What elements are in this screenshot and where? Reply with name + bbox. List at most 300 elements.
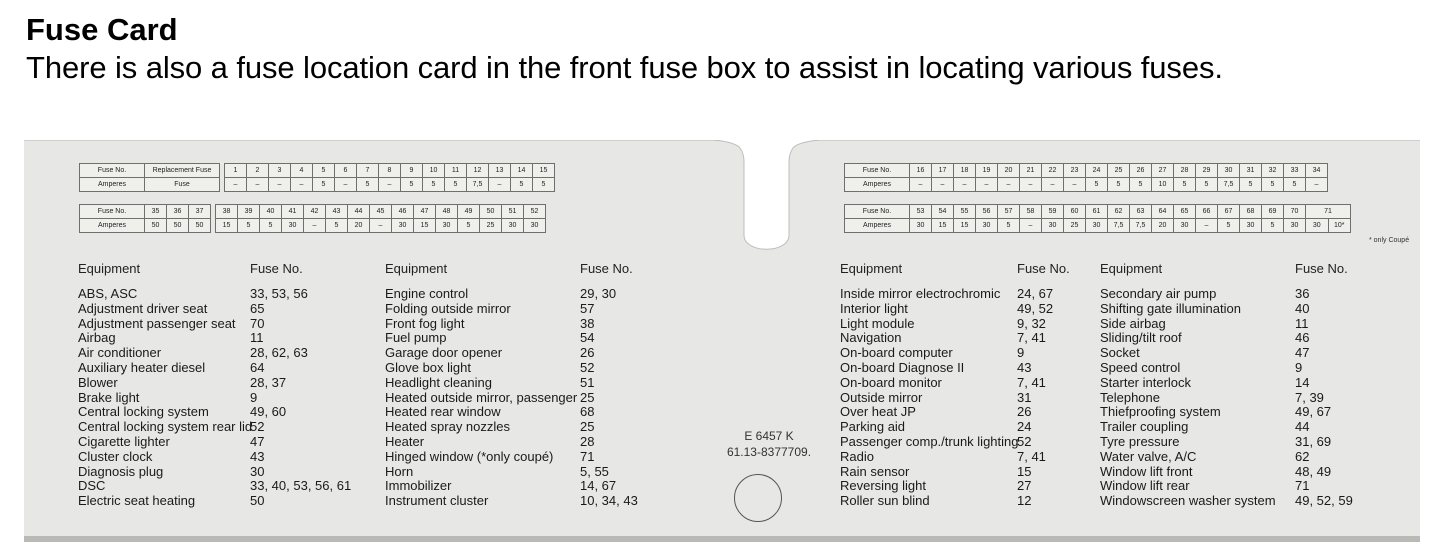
equipment-item: Over heat JP: [840, 404, 916, 420]
equipment-item: Heated rear window: [385, 404, 501, 420]
grid-cell: 42: [304, 205, 326, 219]
grid-cell: 6: [335, 164, 357, 178]
card-notch: [714, 140, 819, 260]
grid-cell: 5: [533, 178, 555, 192]
grid-cell: 14: [511, 164, 533, 178]
grid-cell: 22: [1042, 164, 1064, 178]
fuse-item: 49, 60: [250, 404, 287, 420]
fuse-item: 38: [580, 315, 595, 331]
fuse-grid-left-bottom: [79, 204, 546, 233]
fuse-item: 71: [1295, 478, 1310, 494]
equipment-item: Cigarette lighter: [78, 433, 170, 449]
grid-cell: 50: [480, 205, 502, 219]
grid-cell: 60: [1064, 205, 1086, 219]
fuse-item: 27: [1017, 478, 1032, 494]
fuse-number-row: [80, 205, 546, 219]
equipment-item: Starter interlock: [1100, 374, 1192, 390]
grid-cell: 18: [954, 164, 976, 178]
page-title: Fuse Card: [26, 12, 178, 47]
grid-cell: –: [1196, 219, 1218, 233]
equipment-header: Equipment: [840, 261, 903, 276]
grid-cell: 15: [414, 219, 436, 233]
grid-cell: 30: [392, 219, 414, 233]
grid-cell: Amperes: [845, 178, 910, 192]
equipment-item: Passenger comp./trunk lighting: [840, 433, 1019, 449]
grid-cell: 15: [932, 219, 954, 233]
equipment-item: Window lift front: [1100, 463, 1193, 479]
equipment-header: Equipment: [1100, 261, 1163, 276]
grid-cell: –: [370, 219, 392, 233]
fuse-item: 11: [1295, 315, 1309, 331]
grid-cell: 30: [1174, 219, 1196, 233]
grid-cell: 19: [976, 164, 998, 178]
grid-cell: 30: [910, 219, 932, 233]
fuse-number-row: [80, 164, 555, 178]
equipment-item: Hinged window (*only coupé): [385, 448, 554, 464]
grid-cell: 10: [1152, 178, 1174, 192]
equipment-item: Auxiliary heater diesel: [78, 359, 206, 375]
grid-cell: 5: [1284, 178, 1306, 192]
grid-cell: –: [1020, 219, 1042, 233]
equipment-list: [385, 287, 577, 509]
grid-cell: 5: [1108, 178, 1130, 192]
grid-cell: 5: [238, 219, 260, 233]
grid-cell: –: [247, 178, 269, 192]
fuse-item: 40: [1295, 300, 1310, 316]
grid-cell: 5: [357, 178, 379, 192]
grid-cell: –: [304, 219, 326, 233]
equipment-item: Window lift rear: [1100, 478, 1190, 494]
equipment-item: Horn: [385, 463, 414, 479]
equipment-item: Central locking system rear lid: [78, 419, 253, 435]
fuse-item: 48, 49: [1295, 463, 1332, 479]
fuse-item: 31: [1017, 389, 1032, 405]
grid-cell: 7,5: [1130, 219, 1152, 233]
fuse-item: 7, 41: [1017, 448, 1046, 464]
grid-cell: 39: [238, 205, 260, 219]
fuse-item: 47: [250, 433, 265, 449]
equipment-item: Heated outside mirror, passenger: [385, 389, 578, 405]
grid-cell: 59: [1042, 205, 1064, 219]
fuse-item: 7, 39: [1295, 389, 1324, 405]
only-coupe-footnote: * only Coupé: [1369, 237, 1410, 244]
fuse-card-left-panel: [24, 141, 714, 537]
grid-cell: 30: [502, 219, 524, 233]
grid-cell: –: [932, 178, 954, 192]
fuse-item: 52: [1017, 433, 1032, 449]
fuse-item: 25: [580, 419, 595, 435]
equipment-item: Cluster clock: [78, 448, 153, 464]
grid-cell: 4: [291, 164, 313, 178]
grid-cell: 31: [1240, 164, 1262, 178]
grid-cell: 65: [1174, 205, 1196, 219]
grid-cell: –: [976, 178, 998, 192]
grid-cell: 63: [1130, 205, 1152, 219]
equipment-item: Roller sun blind: [840, 493, 930, 509]
grid-cell: 62: [1108, 205, 1130, 219]
amperes-row: [80, 219, 546, 233]
grid-cell: –: [335, 178, 357, 192]
fuse-item: 9: [1017, 345, 1025, 361]
fuse-item: 9, 32: [1017, 315, 1046, 331]
grid-cell: 16: [910, 164, 932, 178]
equipment-item: Outside mirror: [840, 389, 923, 405]
grid-cell: 32: [1262, 164, 1284, 178]
grid-cell: 30: [976, 219, 998, 233]
grid-cell: 20: [998, 164, 1020, 178]
grid-cell: 8: [379, 164, 401, 178]
grid-cell: Fuse No.: [845, 164, 910, 178]
grid-cell: 50: [189, 219, 211, 233]
grid-cell: 30: [1042, 219, 1064, 233]
fuse-item: 33, 40, 53, 56, 61: [250, 478, 352, 494]
equipment-item: Fuel pump: [385, 330, 447, 346]
fuse-item: 52: [250, 419, 265, 435]
fuse-item: 9: [1295, 359, 1303, 375]
equipment-item: Telephone: [1100, 389, 1160, 405]
grid-cell: 3: [269, 164, 291, 178]
equipment-item: ABS, ASC: [78, 286, 138, 301]
grid-cell: 45: [370, 205, 392, 219]
equipment-item: Air conditioner: [78, 345, 162, 361]
equipment-item: Light module: [840, 315, 915, 331]
fuse-item: 70: [250, 315, 265, 331]
grid-cell: 5: [1196, 178, 1218, 192]
fuse-item: 64: [250, 359, 265, 375]
fuse-item: 33, 53, 56: [250, 286, 308, 301]
grid-cell: 27: [1152, 164, 1174, 178]
grid-cell: 24: [1086, 164, 1108, 178]
grid-cell: 30: [1218, 164, 1240, 178]
fuse-grid-left-top: [79, 163, 555, 192]
grid-cell: 49: [458, 205, 480, 219]
equipment-item: Folding outside mirror: [385, 300, 511, 316]
grid-cell: 61: [1086, 205, 1108, 219]
grid-cell: 50: [167, 219, 189, 233]
grid-cell: 10: [423, 164, 445, 178]
grid-cell: 67: [1218, 205, 1240, 219]
equipment-item: Engine control: [385, 286, 469, 301]
grid-cell: 55: [954, 205, 976, 219]
grid-cell: 5: [260, 219, 282, 233]
fuse-item: 31, 69: [1295, 433, 1332, 449]
grid-cell: 5: [1240, 178, 1262, 192]
grid-cell: 71: [1306, 205, 1351, 219]
grid-cell: –: [1020, 178, 1042, 192]
grid-cell: 5: [326, 219, 348, 233]
grid-cell: 9: [401, 164, 423, 178]
grid-cell: 48: [436, 205, 458, 219]
fuse-item: 65: [250, 300, 265, 316]
equipment-item: DSC: [78, 478, 106, 494]
grid-cell: 13: [489, 164, 511, 178]
fuse-card: [24, 140, 1420, 542]
grid-cell: 54: [932, 205, 954, 219]
fuse-item: 52: [580, 359, 595, 375]
grid-cell: 50: [145, 219, 167, 233]
fuse-no-header: Fuse No.: [1295, 261, 1348, 276]
grid-cell: 17: [932, 164, 954, 178]
grid-cell: 26: [1130, 164, 1152, 178]
grid-cell: 2: [247, 164, 269, 178]
amperes-row: [80, 178, 555, 192]
grid-cell: 20: [348, 219, 370, 233]
fuse-item: 51: [580, 374, 595, 390]
grid-cell: 5: [1262, 178, 1284, 192]
fuse-number-row: [845, 164, 1328, 178]
grid-cell: –: [225, 178, 247, 192]
equipment-item: Thiefproofing system: [1100, 404, 1221, 420]
part-number-line1: E 6457 K: [744, 429, 794, 443]
equipment-item: Garage door opener: [385, 345, 503, 361]
grid-cell: 70: [1284, 205, 1306, 219]
grid-cell: 5: [313, 178, 335, 192]
fuse-item: 9: [250, 389, 258, 405]
grid-cell: 53: [910, 205, 932, 219]
fuse-item: 47: [1295, 345, 1310, 361]
grid-cell: 5: [458, 219, 480, 233]
fuse-item: 49, 67: [1295, 404, 1332, 420]
grid-cell: 69: [1262, 205, 1284, 219]
grid-cell: 5: [445, 178, 467, 192]
grid-cell: 44: [348, 205, 370, 219]
grid-cell: 30: [282, 219, 304, 233]
equipment-list: [840, 287, 1018, 509]
equipment-item: Adjustment driver seat: [78, 300, 208, 316]
equipment-item: Heater: [385, 433, 425, 449]
fuse-item: 14: [1295, 374, 1310, 390]
grid-cell: 20: [1152, 219, 1174, 233]
equipment-item: Inside mirror electrochromic: [840, 286, 1001, 301]
grid-cell: 5: [1130, 178, 1152, 192]
fuse-grid-right-bottom: [844, 204, 1351, 233]
fuse-item: 30: [250, 463, 265, 479]
grid-cell: 5: [423, 178, 445, 192]
fuse-item: 71: [580, 448, 595, 464]
fuse-card-right-panel: [819, 141, 1420, 537]
grid-cell: 64: [1152, 205, 1174, 219]
grid-cell: 30: [1086, 219, 1108, 233]
fuse-no-header: Fuse No.: [1017, 261, 1070, 276]
fuse-no-header: Fuse No.: [250, 261, 303, 276]
grid-cell: 21: [1020, 164, 1042, 178]
grid-cell: 43: [326, 205, 348, 219]
equipment-item: Brake light: [78, 389, 140, 405]
grid-cell: 33: [1284, 164, 1306, 178]
grid-cell: 7,5: [467, 178, 489, 192]
grid-cell: –: [291, 178, 313, 192]
grid-cell: 1: [225, 164, 247, 178]
page-subtitle: There is also a fuse location card in the front fuse box to assist in locating various fuses.: [26, 50, 1223, 85]
fuse-item: 24: [1017, 419, 1032, 435]
grid-cell: 11: [445, 164, 467, 178]
grid-cell: –: [379, 178, 401, 192]
grid-cell: 30: [436, 219, 458, 233]
grid-cell: 7,5: [1108, 219, 1130, 233]
grid-cell: –: [998, 178, 1020, 192]
grid-cell: Fuse No.: [80, 205, 145, 219]
grid-cell: 10*: [1328, 219, 1351, 233]
grid-cell: 34: [1306, 164, 1328, 178]
grid-cell: Replacement Fuse: [145, 164, 220, 178]
grid-cell: 68: [1240, 205, 1262, 219]
grid-cell: Amperes: [80, 178, 145, 192]
grid-cell: 51: [502, 205, 524, 219]
grid-cell: 25: [1108, 164, 1130, 178]
fuse-item: 7, 41: [1017, 374, 1046, 390]
equipment-item: Navigation: [840, 330, 902, 346]
equipment-list: [1100, 287, 1276, 509]
part-number: [704, 428, 834, 460]
grid-cell: 5: [1174, 178, 1196, 192]
fuse-item: 28: [580, 433, 595, 449]
equipment-header: Equipment: [385, 261, 448, 276]
equipment-item: Shifting gate illumination: [1100, 300, 1241, 316]
grid-cell: 12: [467, 164, 489, 178]
grid-cell: 5: [1262, 219, 1284, 233]
fuse-item: 5, 55: [580, 463, 609, 479]
equipment-item: Front fog light: [385, 315, 465, 331]
grid-cell: 25: [1064, 219, 1086, 233]
amperes-row: [845, 178, 1328, 192]
fuse-item: 11: [250, 330, 264, 346]
grid-cell: Fuse No.: [845, 205, 910, 219]
grid-cell: –: [910, 178, 932, 192]
grid-cell: 7,5: [1218, 178, 1240, 192]
grid-cell: 5: [998, 219, 1020, 233]
grid-cell: Amperes: [845, 219, 910, 233]
grid-cell: 29: [1196, 164, 1218, 178]
grid-cell: 5: [313, 164, 335, 178]
grid-cell: 25: [480, 219, 502, 233]
grid-cell: 46: [392, 205, 414, 219]
fuse-item: 57: [580, 300, 595, 316]
grid-cell: 40: [260, 205, 282, 219]
fuse-list: [580, 287, 638, 509]
grid-cell: 30: [1284, 219, 1306, 233]
equipment-item: On-board Diagnose II: [840, 359, 965, 375]
grid-cell: –: [954, 178, 976, 192]
grid-cell: 30: [1240, 219, 1262, 233]
grid-cell: 36: [167, 205, 189, 219]
equipment-item: Interior light: [840, 300, 908, 316]
fuse-item: 49, 52, 59: [1295, 493, 1353, 509]
part-number-line2: 61.13-8377709.: [726, 445, 812, 459]
equipment-item: Immobilizer: [385, 478, 452, 494]
grid-cell: 7: [357, 164, 379, 178]
grid-cell: –: [1064, 178, 1086, 192]
grid-cell: 38: [216, 205, 238, 219]
grid-cell: 5: [1086, 178, 1108, 192]
amperes-row: [845, 219, 1351, 233]
grid-cell: 15: [216, 219, 238, 233]
fuse-item: 25: [580, 389, 595, 405]
equipment-item: On-board computer: [840, 345, 953, 361]
fuse-item: 68: [580, 404, 595, 420]
fuse-item: 12: [1017, 493, 1032, 509]
equipment-item: Side airbag: [1100, 315, 1166, 331]
fuse-item: 26: [1017, 404, 1032, 420]
fuse-item: 28, 37: [250, 374, 287, 390]
fuse-item: 10, 34, 43: [580, 493, 638, 509]
grid-cell: –: [1306, 178, 1328, 192]
equipment-item: On-board monitor: [840, 374, 942, 390]
grid-cell: 15: [954, 219, 976, 233]
fuse-item: 15: [1017, 463, 1032, 479]
grid-cell: –: [1042, 178, 1064, 192]
grid-cell: 52: [524, 205, 546, 219]
grid-cell: 56: [976, 205, 998, 219]
equipment-item: Airbag: [78, 330, 116, 346]
grid-cell: 5: [1218, 219, 1240, 233]
fuse-item: 43: [250, 448, 265, 464]
fuse-item: 36: [1295, 286, 1310, 301]
fuse-item: 50: [250, 493, 265, 509]
equipment-item: Trailer coupling: [1100, 419, 1189, 435]
fuse-list: [1295, 287, 1353, 509]
equipment-item: Sliding/tilt roof: [1100, 330, 1182, 346]
fuse-list: [1017, 287, 1053, 509]
equipment-header: Equipment: [78, 261, 141, 276]
fuse-item: 7, 41: [1017, 330, 1046, 346]
fuse-item: 43: [1017, 359, 1032, 375]
fuse-item: 62: [1295, 448, 1310, 464]
equipment-item: Socket: [1100, 345, 1140, 361]
grid-cell: 28: [1174, 164, 1196, 178]
grid-cell: –: [489, 178, 511, 192]
equipment-item: Speed control: [1100, 359, 1181, 375]
grid-cell: 66: [1196, 205, 1218, 219]
equipment-item: Instrument cluster: [385, 493, 489, 509]
fuse-number-row: [845, 205, 1351, 219]
fuse-item: 54: [580, 330, 595, 346]
grid-cell: 47: [414, 205, 436, 219]
equipment-item: Headlight cleaning: [385, 374, 492, 390]
equipment-item: Glove box light: [385, 359, 471, 375]
equipment-item: Blower: [78, 374, 118, 390]
fuse-no-header: Fuse No.: [580, 261, 633, 276]
equipment-item: Rain sensor: [840, 463, 910, 479]
equipment-item: Windowscreen washer system: [1100, 493, 1276, 509]
grid-cell: 57: [998, 205, 1020, 219]
fuse-item: 46: [1295, 330, 1310, 346]
equipment-item: Diagnosis plug: [78, 463, 164, 479]
fuse-list: [250, 287, 351, 509]
fuse-item: 14, 67: [580, 478, 617, 494]
fuse-item: 44: [1295, 419, 1310, 435]
grid-cell: Fuse: [145, 178, 220, 192]
grid-cell: 5: [511, 178, 533, 192]
grid-cell: 15: [533, 164, 555, 178]
grid-cell: 58: [1020, 205, 1042, 219]
grid-cell: 37: [189, 205, 211, 219]
grid-cell: 41: [282, 205, 304, 219]
grid-cell: Fuse No.: [80, 164, 145, 178]
grid-cell: 23: [1064, 164, 1086, 178]
grid-cell: 35: [145, 205, 167, 219]
grid-cell: –: [269, 178, 291, 192]
equipment-item: Electric seat heating: [78, 493, 196, 509]
mounting-hole: [734, 474, 782, 522]
equipment-item: Secondary air pump: [1100, 286, 1217, 301]
fuse-item: 49, 52: [1017, 300, 1054, 316]
grid-cell: 5: [401, 178, 423, 192]
fuse-item: 29, 30: [580, 286, 617, 301]
equipment-item: Reversing light: [840, 478, 926, 494]
fuse-grid-right-top: [844, 163, 1328, 192]
equipment-item: Adjustment passenger seat: [78, 315, 236, 331]
grid-cell: 30: [524, 219, 546, 233]
